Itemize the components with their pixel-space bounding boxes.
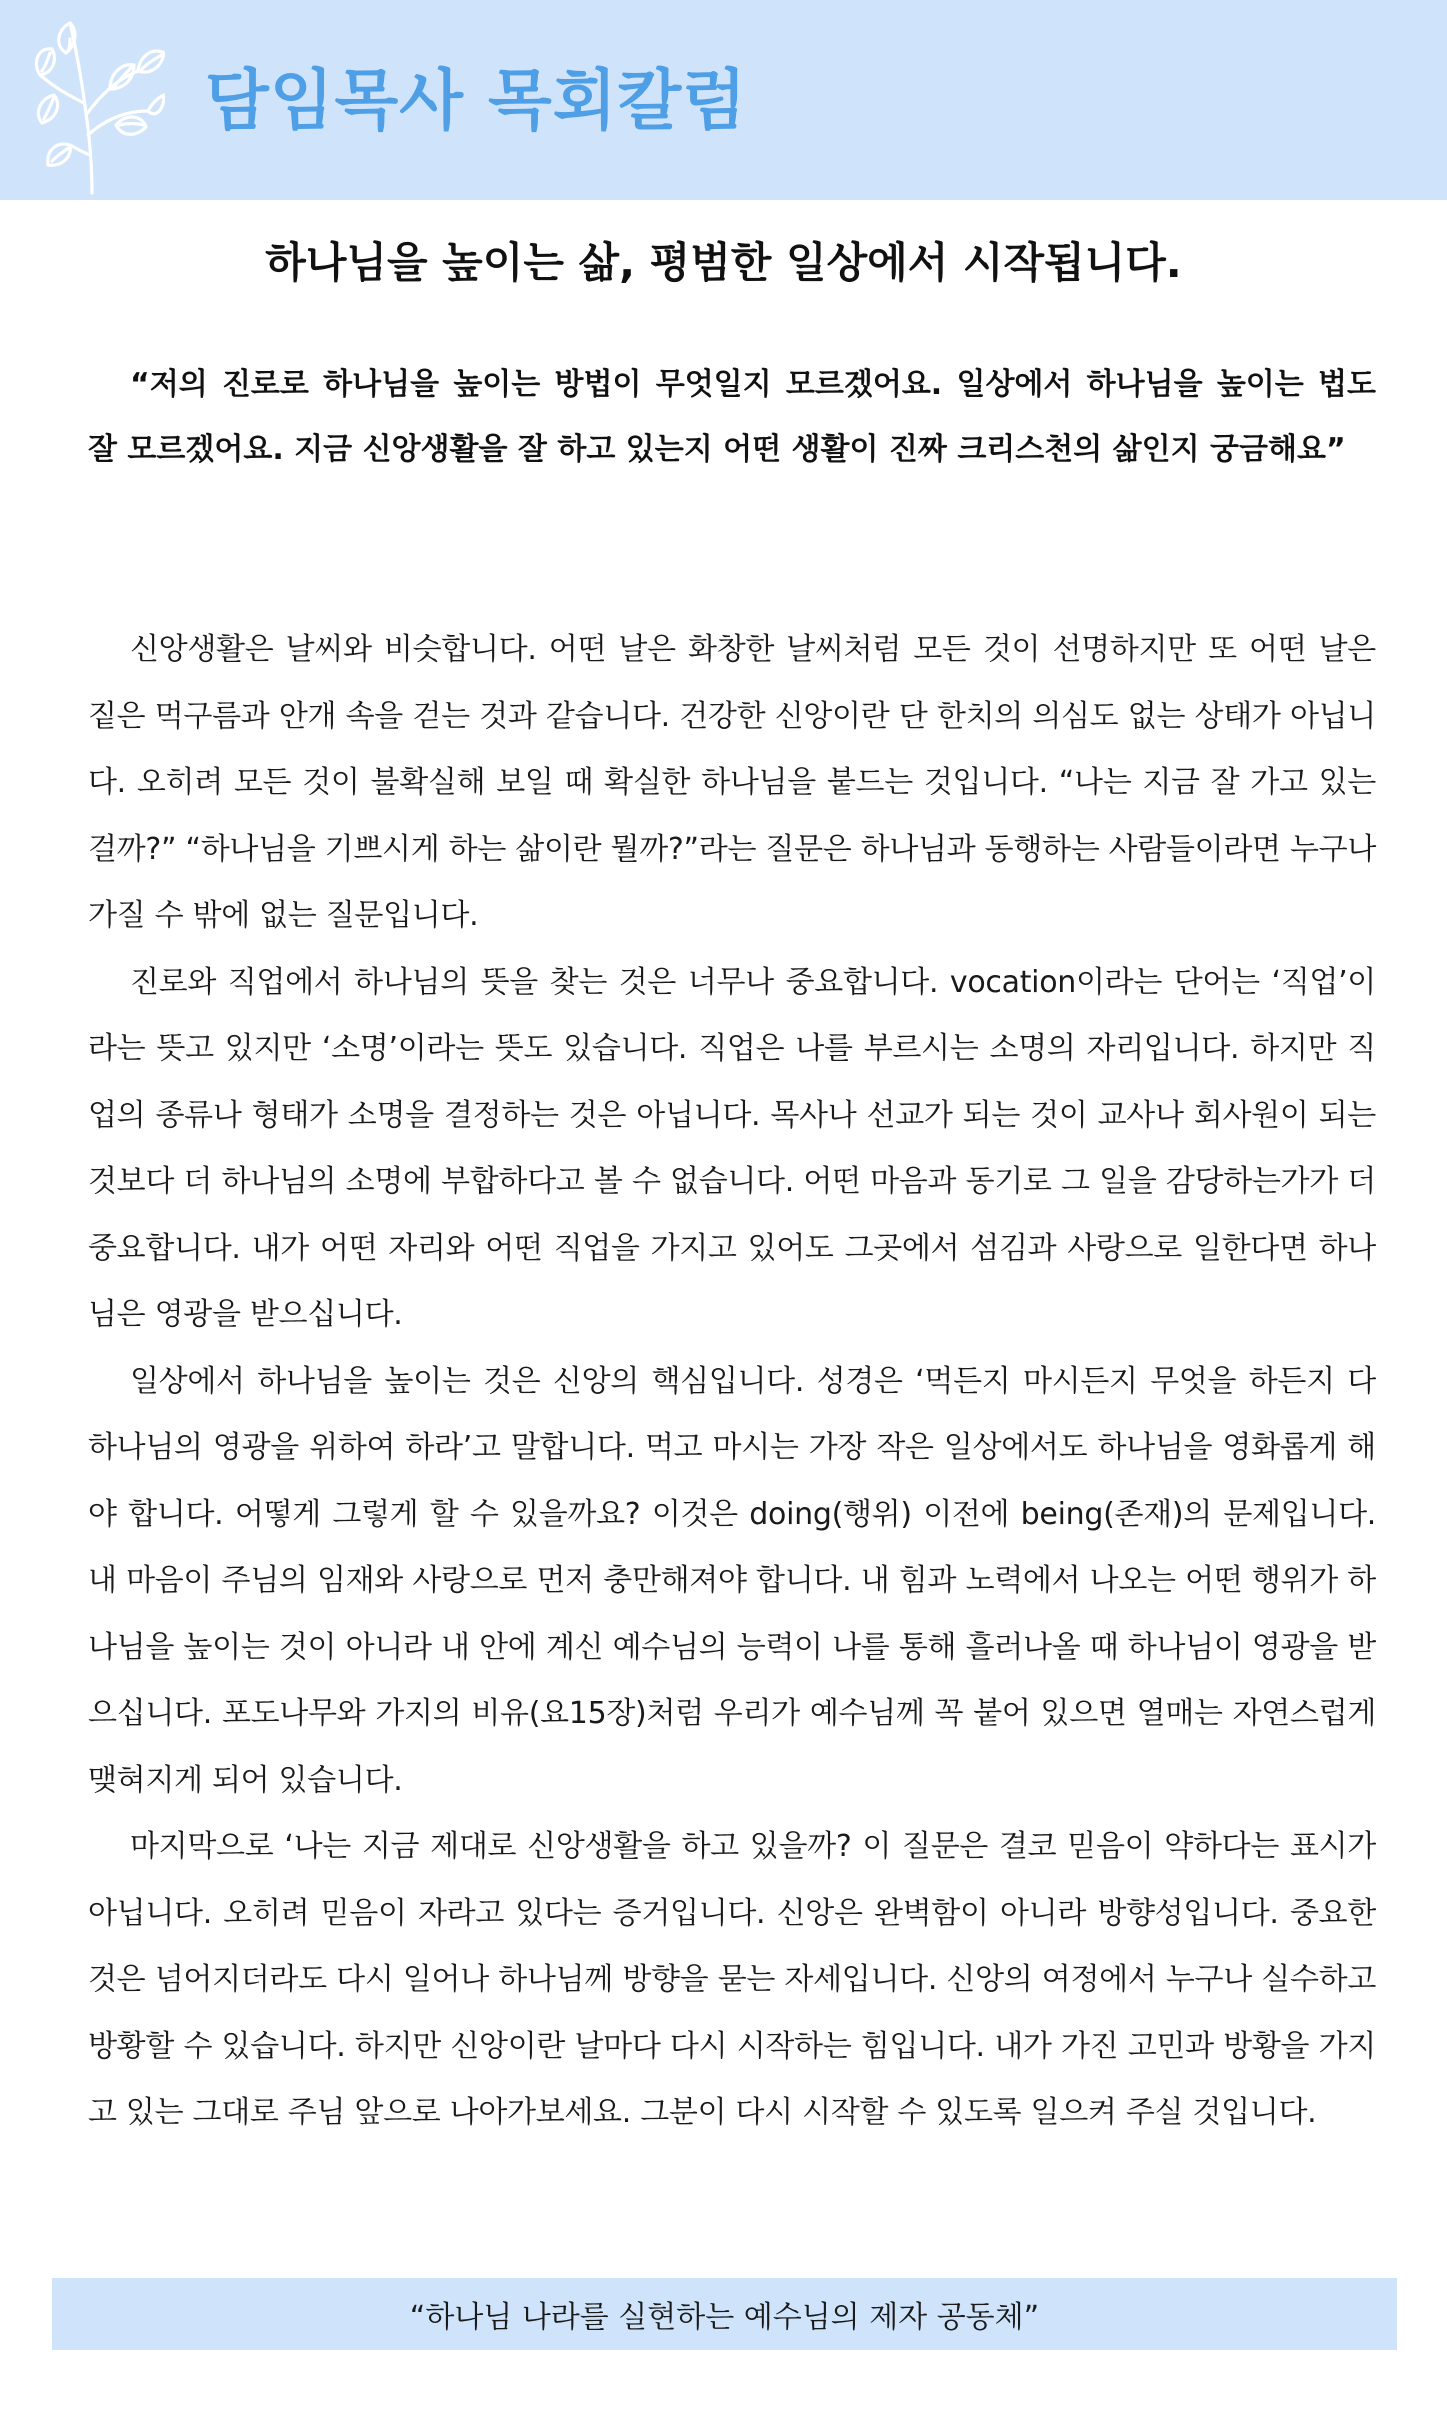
church-motto: “하나님 나라를 실현하는 예수님의 제자 공동체” bbox=[409, 2300, 1040, 2335]
paragraph-daily-life: 일상에서 하나님을 높이는 것은 신앙의 핵심입니다. 성경은 ‘먹든지 마시든지 무엇을 하든지 다 하나님의 영광을 위하여 하라’고 말합니다. 먹고 마시는 가장 작은 일상에서도 하나님을 영화롭게 해야 합니다. 어떻게 그렇게 할 수 있을까요? 이것은 doing(행위) 이전에 being(존재)의 문제입니다. 내 마음이 주님의 임재와 사랑으로 먼저 충만해져야 합니다. 내 힘과 노력에서 나오는 어떤 행위가 하나님을 높이는 것이 아니라 내 안에 계신 예수님의 능력이 나를 통해 흘러나올 때 하나님이 영광을 받으십니다. 포도나무와 가지의 비유(요15장)처럼 우리가 예수님께 꼭 붙어 있으면 열매는 자연스럽게 맺혀지게 되어 있습니다. bbox=[88, 1363, 1376, 1798]
paragraph-weather: 신앙생활은 날씨와 비슷합니다. 어떤 날은 화창한 날씨처럼 모든 것이 선명하지만 또 어떤 날은 짙은 먹구름과 안개 속을 걷는 것과 같습니다. 건강한 신앙이란 단 한치의 의심도 없는 상태가 아닙니다. 오히려 모든 것이 불확실해 보일 때 확실한 하나님을 붙드는 것입니다. “나는 지금 잘 가고 있는 걸까?” “하나님을 기쁘시게 하는 삶이란 뭘까?”라는 질문은 하나님과 동행하는 사람들이라면 누구나 가질 수 밖에 없는 질문입니다. bbox=[88, 632, 1376, 933]
opening-quote: “저의 진로로 하나님을 높이는 방법이 무엇일지 모르겠어요. 일상에서 하나님을 높이는 법도 잘 모르겠어요. 지금 신앙생활을 잘 하고 있는지 어떤 생활이 진짜 크리스천의 삶인지 궁금해요” bbox=[88, 367, 1376, 467]
leaf-branch-icon bbox=[30, 15, 165, 195]
header-band bbox=[0, 0, 1447, 200]
footer-band bbox=[52, 2278, 1397, 2350]
paragraph-direction: 마지막으로 ‘나는 지금 제대로 신앙생활을 하고 있을까? 이 질문은 결코 믿음이 약하다는 표시가 아닙니다. 오히려 믿음이 자라고 있다는 증거입니다. 신앙은 완벽함이 아니라 방향성입니다. 중요한 것은 넘어지더라도 다시 일어나 하나님께 방향을 묻는 자세입니다. 신앙의 여정에서 누구나 실수하고 방황할 수 있습니다. 하지만 신앙이란 날마다 다시 시작하는 힘입니다. 내가 가진 고민과 방황을 가지고 있는 그대로 주님 앞으로 나아가보세요. 그분이 다시 시작할 수 있도록 일으켜 주실 것입니다. bbox=[88, 1829, 1376, 2130]
column-header-title: 담임목사 목회칼럼 bbox=[205, 62, 748, 139]
paragraph-vocation: 진로와 직업에서 하나님의 뜻을 찾는 것은 너무나 중요합니다. vocation이라는 단어는 ‘직업’이라는 뜻고 있지만 ‘소명’이라는 뜻도 있습니다. 직업은 나를 부르시는 소명의 자리입니다. 하지만 직업의 종류나 형태가 소명을 결정하는 것은 아닙니다. 목사나 선교가 되는 것이 교사나 회사원이 되는 것보다 더 하나님의 소명에 부합하다고 볼 수 없습니다. 어떤 마음과 동기로 그 일을 감당하는가가 더 중요합니다. 내가 어떤 자리와 어떤 직업을 가지고 있어도 그곳에서 섬김과 사랑으로 일한다면 하나님은 영광을 받으십니다. bbox=[88, 964, 1376, 1332]
article-body bbox=[88, 617, 1376, 2147]
article-title: 하나님을 높이는 삶, 평범한 일상에서 시작됩니다. bbox=[265, 238, 1182, 287]
